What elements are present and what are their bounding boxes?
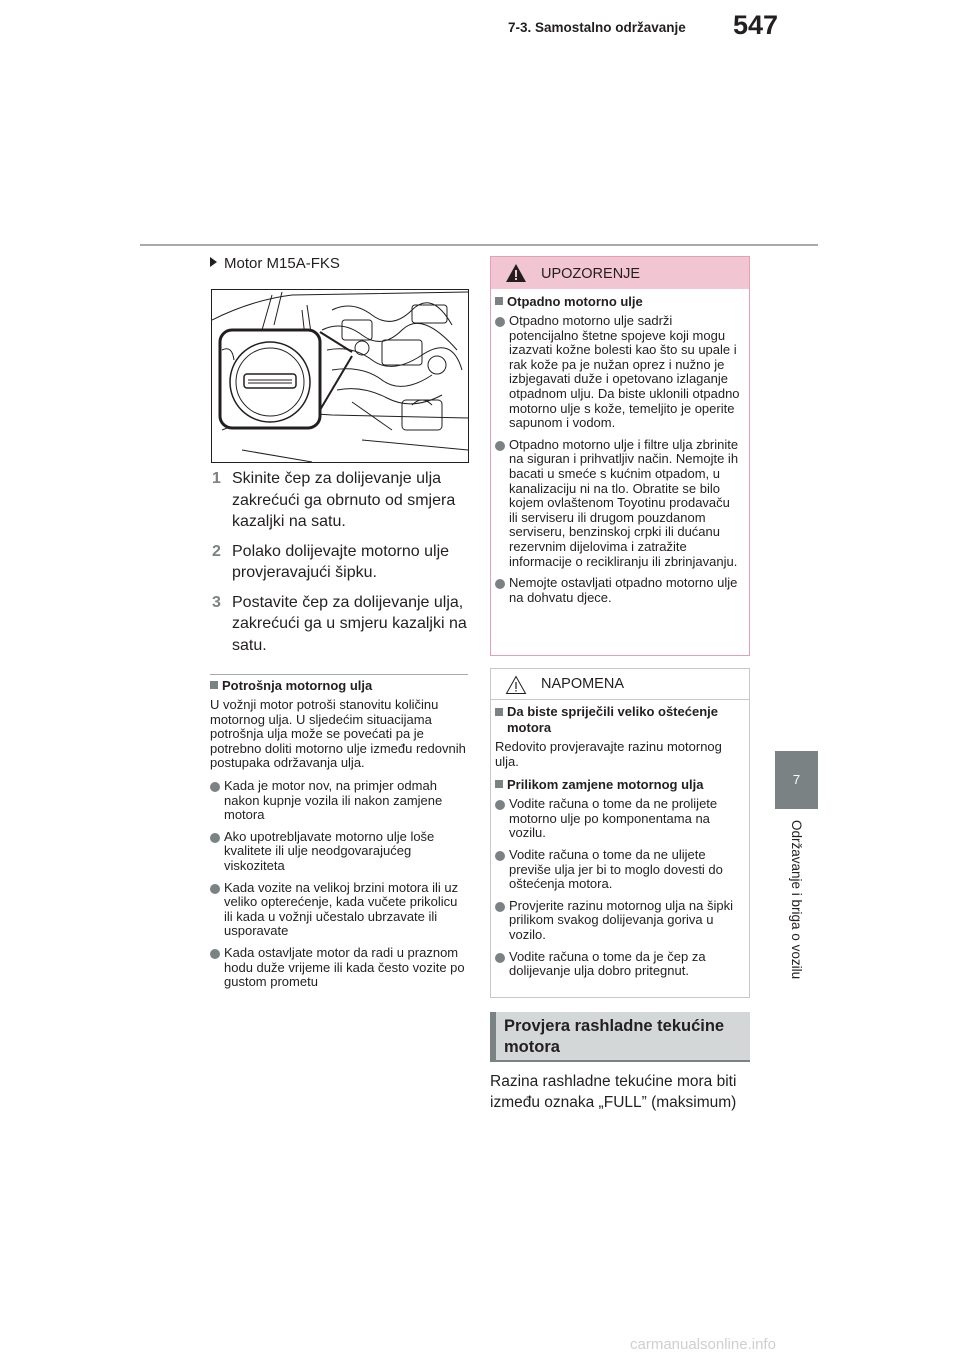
chapter-tab: 7: [775, 751, 818, 809]
engine-title-text: Motor M15A-FKS: [224, 255, 340, 272]
list-item-text: Otpadno motorno ulje sadrži potencijalno štetne spojeve koji mogu izazvati kožne bolesti kao što su upale i rak kože pa je nužan oprez i nužno je izbjegavati duže i opetovano izlaganje otpadnom ulju. Da biste uklonili otpadno motorno ulje s kože, temeljito je operite sapunom i vodom.: [509, 313, 740, 431]
square-bullet-icon: [495, 780, 503, 788]
oil-consumption-section: [210, 678, 468, 997]
list-item: [495, 950, 741, 979]
list-item: [495, 576, 741, 605]
notice-heading-2: [495, 777, 741, 793]
engine-illustration: [211, 289, 469, 463]
notice-text-1: Redovito provjeravajte razinu motornog ulja.: [495, 739, 722, 769]
bullet-dot-icon: [495, 902, 505, 912]
oil-consumption-intro: U vožnji motor potroši stanovitu količinu motornog ulja. U sljedećim situacijama potrošnja ulja može se povećati pa je potrebno doliti motorno ulje između redovnih postupaka održavanja ulja.: [210, 697, 466, 771]
steps-list: [212, 468, 468, 664]
coolant-heading: Provjera rashladne tekućine motora: [504, 1017, 725, 1056]
list-item: [210, 881, 468, 939]
coolant-text: Razina rashladne tekućine mora biti između oznaka „FULL” (maksimum): [490, 1073, 737, 1111]
bullet-dot-icon: [210, 949, 220, 959]
list-item: [210, 946, 468, 990]
list-item: [495, 314, 741, 431]
step-number: 1: [212, 470, 221, 487]
warning-box: [490, 256, 750, 656]
section-divider: [210, 674, 468, 675]
notice-title: NAPOMENA: [541, 676, 624, 692]
list-item: [495, 797, 741, 841]
caution-triangle-icon: [505, 675, 527, 695]
list-item: [210, 779, 468, 823]
list-item-text: Vodite računa o tome da ne prolijete motorno ulje po komponentama na vozilu.: [509, 796, 718, 841]
notice-heading-1-text: Da biste spriječili veliko oštećenje motora: [507, 704, 718, 735]
list-item: [210, 830, 468, 874]
list-item-text: Vodite računa o tome da ne ulijete previše ulja jer bi to moglo dovesti do oštećenja motora.: [509, 846, 723, 892]
chapter-title-vertical: [768, 820, 824, 1000]
notice-box: [490, 668, 750, 998]
bullet-dot-icon: [495, 579, 505, 589]
warning-triangle-icon: [505, 263, 527, 283]
notice-heading-2-text: Prilikom zamjene motornog ulja: [507, 777, 704, 793]
bullet-dot-icon: [495, 441, 505, 451]
step-item: [212, 541, 468, 584]
step-number: 2: [212, 542, 221, 560]
bullet-dot-icon: [495, 317, 505, 327]
list-item-text: Ako upotrebljavate motorno ulje loše kvalitete ili ulje neodgovarajućeg viskoziteta: [224, 828, 435, 873]
list-item-text: Vodite računa o tome da je čep za dolijevanje ulja dobro pritegnut.: [509, 948, 706, 979]
warning-heading: [495, 294, 741, 310]
oil-consumption-heading-text: Potrošnja motornog ulja: [222, 678, 373, 693]
square-bullet-icon: [210, 681, 218, 689]
list-item: [495, 899, 741, 943]
step-text: Postavite čep za dolijevanje ulja, zakrećući ga u smjeru kazaljki na satu.: [232, 593, 467, 654]
warning-heading-text: Otpadno motorno ulje: [507, 294, 643, 309]
list-item-text: Kada ostavljate motor da radi u praznom hodu duže vrijeme ili kada često vozite po gustom prometu: [224, 944, 465, 990]
list-item-text: Provjerite razinu motornog ulja na šipki prilikom svakog dolijevanja goriva u vozilo.: [509, 897, 733, 942]
square-bullet-icon: [495, 297, 503, 305]
list-item-text: Kada vozite na velikoj brzini motora ili uz veliko opterećenje, kada vučete prikolicu ili kada u vožnji učestalo ubrzavate ili usporavate: [224, 879, 459, 939]
section-title: 7-3. Samostalno održavanje: [508, 20, 686, 35]
header-rule: [140, 244, 818, 246]
list-item: [495, 848, 741, 892]
list-item-text: Kada je motor nov, na primjer odmah nakon kupnje vozila ili nakon zamjene motora: [224, 777, 443, 823]
bullet-dot-icon: [495, 953, 505, 963]
bullet-dot-icon: [210, 833, 220, 843]
arrow-icon: [210, 257, 217, 267]
oil-consumption-heading: [210, 678, 468, 694]
list-item: [495, 438, 741, 569]
notice-heading-1: [495, 704, 741, 736]
chapter-title: Održavanje i briga o vozilu: [789, 820, 804, 980]
step-item: [212, 592, 468, 657]
list-item-text: Otpadno motorno ulje i filtre ulja zbrinite na siguran i prihvatljiv način. Nemojte ih bacati u smeće s kućnim otpadom, u kanalizaciju ni na tlo. Obratite se bilo kojem ovlaštenom Toyotinu prodavaču ili serviseru ili drugom pouzdanom serviseru, benzinskoj crpki ili dućanu rezervnim dijelovima i zatražite informacije o recikliranju ili zbrinjavanju.: [509, 436, 739, 569]
warning-title: UPOZORENJE: [541, 266, 641, 282]
step-item: [212, 468, 468, 533]
notice-header: [491, 669, 749, 700]
bullet-dot-icon: [210, 782, 220, 792]
page-number: 547: [733, 10, 779, 40]
step-text: Skinite čep za dolijevanje ulja zakrećući ga obrnuto od smjera kazaljki na satu.: [232, 470, 456, 530]
watermark: carmanualsonline.info: [630, 1336, 776, 1353]
warning-header: [491, 257, 749, 289]
bullet-dot-icon: [495, 800, 505, 810]
square-bullet-icon: [495, 708, 503, 716]
coolant-heading-block: [490, 1012, 750, 1062]
bullet-dot-icon: [210, 884, 220, 894]
bullet-dot-icon: [495, 851, 505, 861]
step-number: 3: [212, 593, 221, 611]
list-item-text: Nemojte ostavljati otpadno motorno ulje na dohvatu djece.: [509, 575, 738, 605]
step-text: Polako dolijevajte motorno ulje provjeravajući šipku.: [232, 542, 450, 581]
engine-title: [210, 255, 340, 272]
